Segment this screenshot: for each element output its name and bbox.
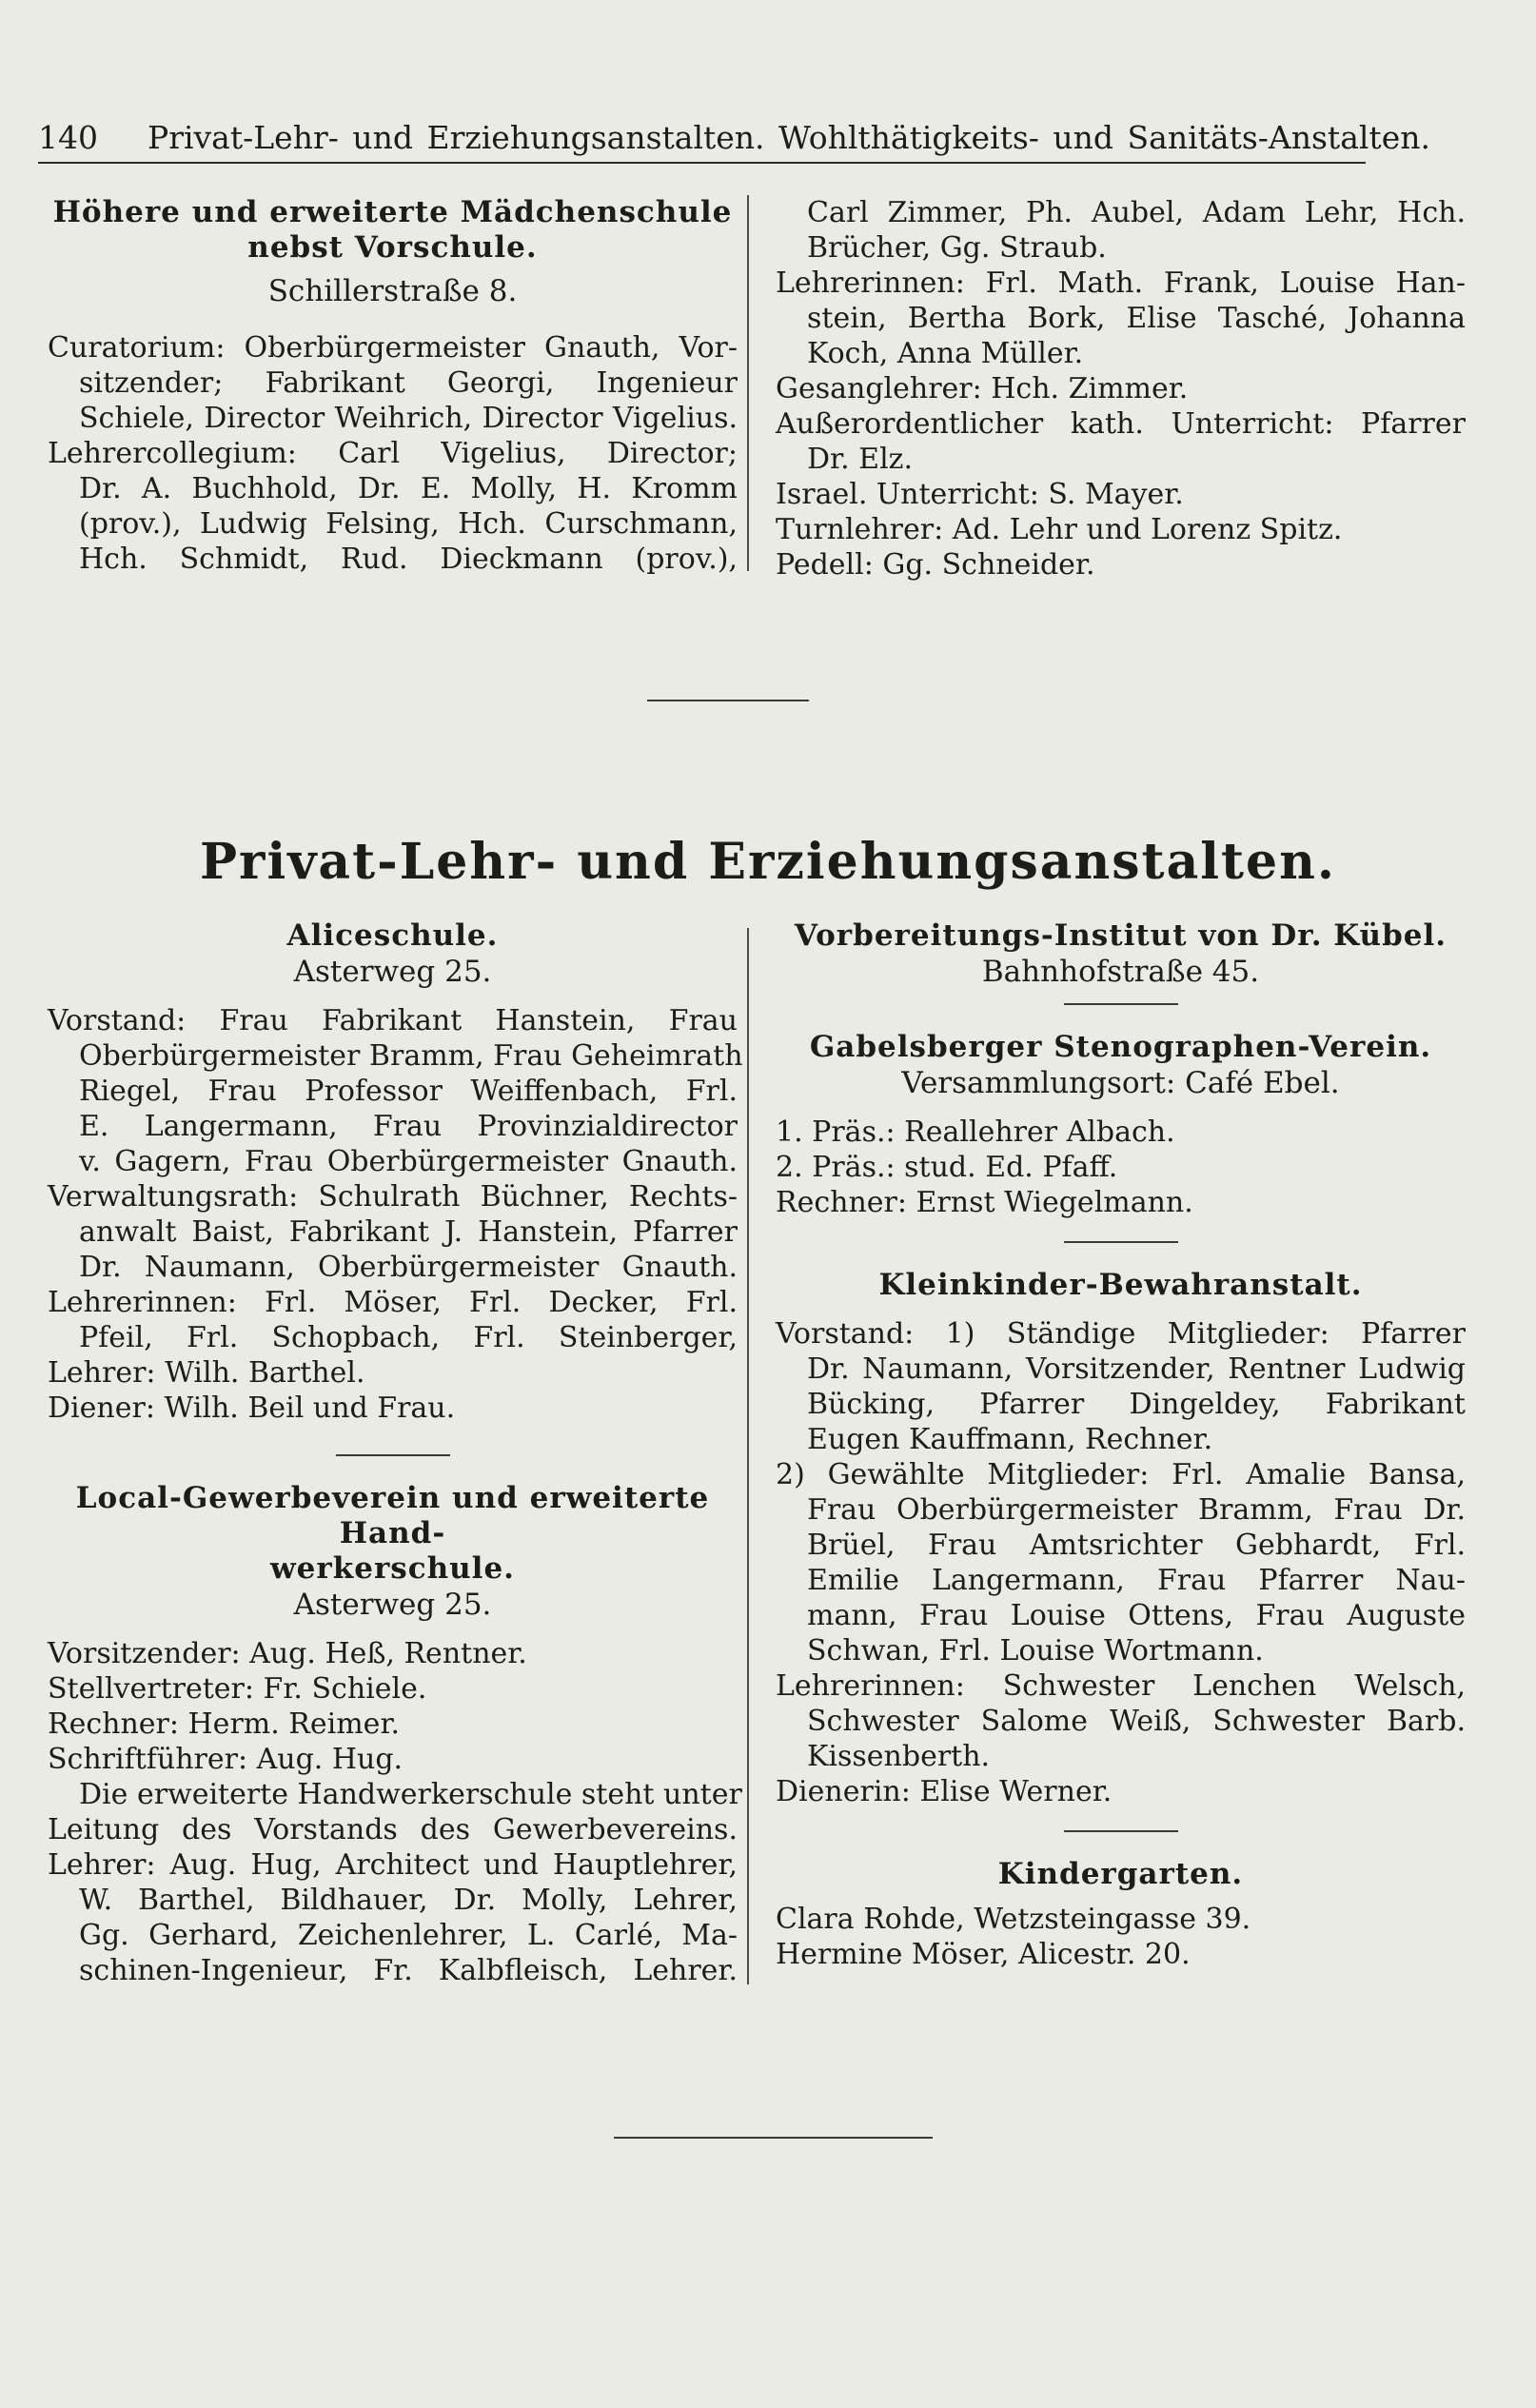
section-divider bbox=[1064, 1003, 1178, 1005]
running-head bbox=[38, 119, 1430, 167]
section-divider bbox=[336, 1454, 450, 1456]
section-title: Höhere und erweiterte Mädchenschule bbox=[52, 195, 733, 229]
text-line: Koch, Anna Müller. bbox=[807, 337, 1084, 370]
text-line: Dr. Naumann, Oberbürgermeister Gnauth. bbox=[79, 1251, 738, 1284]
page-end-rule bbox=[614, 2137, 933, 2139]
section-address: Schillerstraße 8. bbox=[267, 274, 518, 308]
text-line: schinen-Ingenieur, Fr. Kalbfleisch, Lehrer. bbox=[79, 1954, 738, 1987]
text-line: Emilie Langermann, Frau Pfarrer Nau- bbox=[807, 1564, 1466, 1597]
text-line: Brücher, Gg. Straub. bbox=[807, 231, 1107, 265]
text-line: W. Barthel, Bildhauer, Dr. Molly, Lehrer, bbox=[79, 1884, 738, 1917]
section-title: Kindergarten. bbox=[997, 1857, 1244, 1891]
text-line: Gg. Gerhard, Zeichenlehrer, L. Carlé, Ma- bbox=[79, 1919, 738, 1952]
text-line: Vorstand: 1) Ständige Mitglieder: Pfarrer bbox=[776, 1317, 1466, 1351]
text-line: Vorsitzender: Aug. Heß, Rentner. bbox=[48, 1637, 527, 1670]
text-line: Außerordentlicher kath. Unterricht: Pfarrer bbox=[776, 407, 1466, 441]
section-address: Bahnhofstraße 45. bbox=[981, 955, 1260, 989]
section-divider bbox=[1064, 1241, 1178, 1243]
text-line: Dr. Elz. bbox=[807, 443, 914, 476]
text-line: Hermine Möser, Alicestr. 20. bbox=[776, 1938, 1191, 1971]
text-line: Gesanglehrer: Hch. Zimmer. bbox=[776, 372, 1189, 405]
text-line: Dr. Naumann, Vorsitzender, Rentner Ludwig bbox=[807, 1352, 1466, 1386]
column-bottom-right bbox=[776, 918, 1466, 1972]
section-address: Versammlungsort: Café Ebel. bbox=[901, 1066, 1340, 1100]
section-title: Local-Gewerbeverein und erweiterte Hand- bbox=[75, 1481, 710, 1550]
section-title: Aliceschule. bbox=[286, 918, 499, 953]
header-rule bbox=[38, 162, 1366, 164]
text-line: Oberbürgermeister Bramm, Frau Geheimrath bbox=[79, 1039, 743, 1073]
section-address: Asterweg 25. bbox=[293, 955, 492, 989]
text-line: Brüel, Frau Amtsrichter Gebhardt, Frl. bbox=[807, 1529, 1466, 1562]
text-line: Lehrer: Aug. Hug, Architect und Hauptlehrer, bbox=[48, 1848, 738, 1882]
text-line: Dienerin: Elise Werner. bbox=[776, 1775, 1113, 1808]
text-line: Lehrerinnen: Frl. Math. Frank, Louise Han- bbox=[776, 266, 1466, 300]
section-divider bbox=[1064, 1830, 1178, 1832]
text-line: anwalt Baist, Fabrikant J. Hanstein, Pfarrer bbox=[79, 1215, 738, 1249]
section-title: nebst Vorschule. bbox=[247, 230, 538, 265]
column-top-left bbox=[48, 195, 738, 577]
section-title: Kleinkinder-Bewahranstalt. bbox=[878, 1268, 1363, 1302]
text-line: Schwester Salome Weiß, Schwester Barb. bbox=[807, 1705, 1466, 1738]
section-title: Vorbereitungs-Institut von Dr. Kübel. bbox=[794, 918, 1447, 953]
running-title: Privat-Lehr- und Erziehungsanstalten. Wohlthätigkeits- und Sanitäts-Anstalten. bbox=[148, 119, 1430, 156]
text-line: Diener: Wilh. Beil und Frau. bbox=[48, 1392, 456, 1425]
text-line: Bücking, Pfarrer Dingeldey, Fabrikant bbox=[807, 1388, 1466, 1421]
text-line: Riegel, Frau Professor Weiffenbach, Frl. bbox=[79, 1075, 738, 1108]
text-line: E. Langermann, Frau Provinzialdirector bbox=[79, 1110, 738, 1143]
text-line: Lehrerinnen: Schwester Lenchen Welsch, bbox=[776, 1669, 1466, 1703]
text-line: Lehrer: Wilh. Barthel. bbox=[48, 1356, 365, 1390]
text-line: Eugen Kauffmann, Rechner. bbox=[807, 1423, 1213, 1456]
column-top-right bbox=[776, 195, 1466, 582]
column-divider bbox=[747, 195, 749, 571]
text-line: Clara Rohde, Wetzsteingasse 39. bbox=[776, 1903, 1251, 1936]
text-line: Schriftführer: Aug. Hug. bbox=[48, 1743, 404, 1776]
text-line: Dr. A. Buchhold, Dr. E. Molly, H. Kromm bbox=[79, 472, 738, 505]
text-line: Schiele, Director Weihrich, Director Vigelius. bbox=[79, 402, 738, 435]
page-title: Privat-Lehr- und Erziehungsanstalten. bbox=[199, 833, 1337, 891]
text-line: Vorstand: Frau Fabrikant Hanstein, Frau bbox=[48, 1004, 738, 1037]
text-line: Lehrercollegium: Carl Vigelius, Director; bbox=[48, 437, 738, 470]
text-line: Carl Zimmer, Ph. Aubel, Adam Lehr, Hch. bbox=[807, 196, 1466, 229]
text-line: Die erweiterte Handwerkerschule steht unter bbox=[79, 1778, 742, 1811]
text-line: Verwaltungsrath: Schulrath Büchner, Rechts- bbox=[48, 1180, 738, 1214]
text-line: Rechner: Herm. Reimer. bbox=[48, 1707, 401, 1741]
text-line: Turnlehrer: Ad. Lehr und Lorenz Spitz. bbox=[776, 513, 1343, 546]
text-line: (prov.), Ludwig Felsing, Hch. Curschmann, bbox=[79, 507, 738, 541]
text-line: Israel. Unterricht: S. Mayer. bbox=[776, 478, 1184, 511]
text-line: Rechner: Ernst Wiegelmann. bbox=[776, 1186, 1193, 1219]
section-address: Asterweg 25. bbox=[293, 1588, 492, 1622]
text-line: Leitung des Vorstands des Gewerbevereins. bbox=[48, 1813, 738, 1846]
text-line: Schwan, Frl. Louise Wortmann. bbox=[807, 1634, 1264, 1668]
page-number: 140 bbox=[38, 119, 98, 156]
text-line: 2) Gewählte Mitglieder: Frl. Amalie Bansa, bbox=[776, 1458, 1466, 1491]
text-line: 1. Präs.: Reallehrer Albach. bbox=[776, 1115, 1175, 1149]
section-divider bbox=[647, 700, 809, 701]
column-bottom-left bbox=[48, 918, 743, 1988]
text-line: Pedell: Gg. Schneider. bbox=[776, 548, 1095, 582]
text-line: Curatorium: Oberbürgermeister Gnauth, Vor- bbox=[48, 331, 738, 365]
text-line: Kissenberth. bbox=[807, 1740, 991, 1773]
text-line: Stellvertreter: Fr. Schiele. bbox=[48, 1672, 427, 1706]
text-line: sitzender; Fabrikant Georgi, Ingenieur bbox=[79, 366, 738, 400]
section-title: werkerschule. bbox=[270, 1551, 515, 1586]
text-line: Lehrerinnen: Frl. Möser, Frl. Decker, Frl. bbox=[48, 1286, 738, 1319]
text-line: v. Gagern, Frau Oberbürgermeister Gnauth. bbox=[79, 1145, 738, 1178]
text-line: Frau Oberbürgermeister Bramm, Frau Dr. bbox=[807, 1493, 1466, 1527]
text-line: mann, Frau Louise Ottens, Frau Auguste bbox=[807, 1599, 1466, 1632]
text-line: Hch. Schmidt, Rud. Dieckmann (prov.), bbox=[79, 543, 738, 576]
text-line: 2. Präs.: stud. Ed. Pfaff. bbox=[776, 1151, 1118, 1184]
section-title: Gabelsberger Stenographen-Verein. bbox=[809, 1030, 1432, 1064]
text-line: stein, Bertha Bork, Elise Tasché, Johanna bbox=[807, 302, 1466, 335]
text-line: Pfeil, Frl. Schopbach, Frl. Steinberger, bbox=[79, 1321, 738, 1354]
column-divider bbox=[747, 928, 749, 1984]
